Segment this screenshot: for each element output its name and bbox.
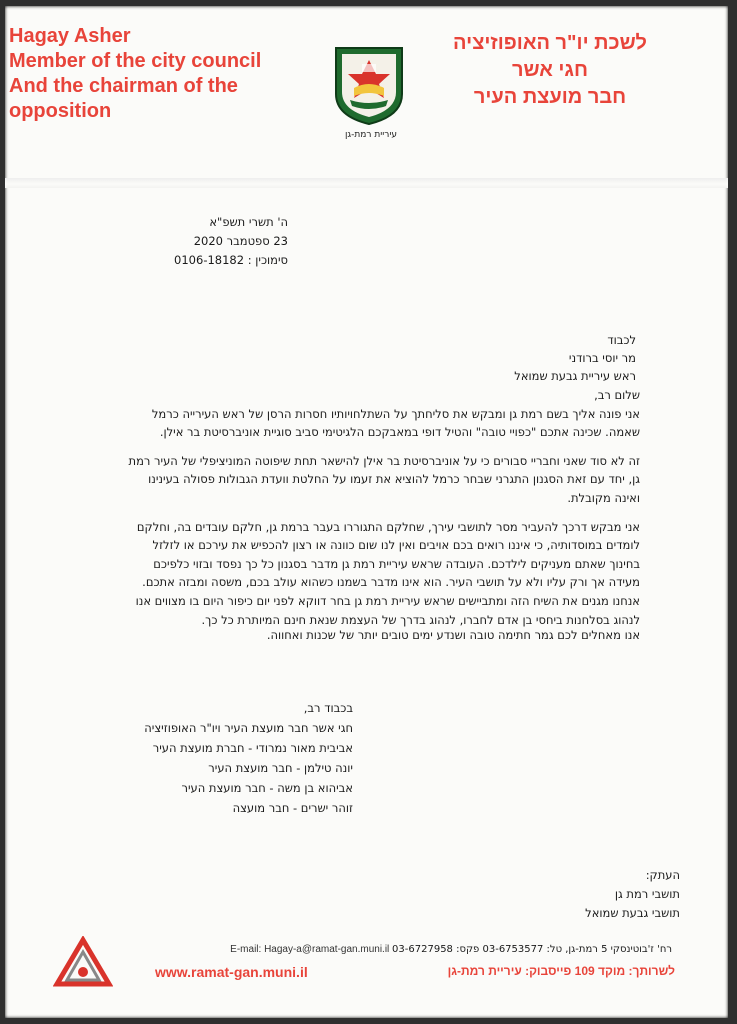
cc-block: [380, 866, 680, 923]
letterhead-line: opposition: [9, 100, 112, 122]
signature-line: אביבית מאור נמרודי - חברת מועצת העיר: [152, 741, 353, 755]
letterhead-line: חגי אשר: [511, 59, 589, 81]
body-paragraph: אני מבקש דרכך להעביר מסר לתושבי עירך, שחלקם התגוררו בעבר ברמת גן, חלקם עובדים בה, וחלקם לומדים במוסדותיה, כי איננו רואים בכם אויבים ואין לנו שום כוונה או רצון להכפיש את עירכם או לזלזל בחינוך שאתם מעניקים לילדכם. העובדה שראש עיריית רמת גן מדבר בסגנון כל כך נפסד ובזוי כלפיכם מעידה אך ורק עליו ולא על תושבי העיר. הוא אינו מדבר בשמנו כשהוא עולב בכם, משסה ומבזה אתכם. אנחנו מגנים את השיח הזה ומתביישים שראש עיריית רמת גן בחר דווקא לפני יום כיפור היום בו מצווים אנו לנהוג בסלחנות ביחסי בן אדם לחברו, לנהוג בדרך של העצמת שנאת חינם המיותרת כל כך.: [135, 519, 640, 627]
footer-website-link[interactable]: www.ramat-gan.muni.il: [155, 964, 308, 980]
body-paragraph: זה לא סוד שאני וחבריי סבורים כי על אוניברסיטת בר אילן להישאר תחת שיפוטה המוניציפלי של העיר רמת גן, יחד עם זאת הסגנון התגרני שבחר כרמל להוציא את זעמו על החלטת וועדת הגבולות פסולה בעינינו ואינה מקובלת.: [128, 453, 640, 505]
letterhead-line: חבר מועצת העיר: [473, 86, 627, 108]
signature-line: בכבוד רב,: [303, 701, 353, 715]
cc-item: תושבי רמת גן: [614, 887, 680, 901]
signature-block: [53, 698, 353, 818]
recipient-title: ראש עיריית גבעת שמואל: [514, 369, 636, 383]
letterhead-line: Hagay Asher: [9, 25, 131, 47]
letterhead-line: לשכת יו"ר האופוזיציה: [453, 32, 647, 54]
cc-item: תושבי גבעת שמואל: [585, 906, 680, 920]
city-logo-icon: [53, 936, 113, 992]
paper-fold: [5, 178, 728, 188]
english-letterhead: [9, 24, 329, 124]
letter-body: [120, 386, 640, 639]
footer-email[interactable]: E-mail: Hagay-a@ramat-gan.muni.il: [230, 944, 390, 955]
ramat-gan-emblem-icon: [332, 44, 406, 126]
footer-service: לשרותך: מוקד 109 פייסבוק: עיריית רמת-גן: [447, 964, 675, 978]
gregorian-date: 23 ספטמבר 2020: [193, 234, 288, 248]
footer-address: רח' ז'בוטינסקי 5 רמת-גן, טל: 03-6753577 פקס: 03-6727958: [392, 944, 672, 955]
letter-meta: [88, 213, 288, 270]
cc-label: העתק:: [645, 868, 680, 882]
letterhead-line: And the chairman of the: [9, 75, 238, 97]
closing-line: אנו מאחלים לכם גמר חתימה טובה ושנדע ימים טובים יותר של שכנות ואחווה.: [266, 628, 640, 642]
emblem-caption: עיריית רמת-גן: [344, 130, 398, 140]
body-paragraph: אני פונה אליך בשם רמת גן ומבקש את סליחתך על השתלחויותיו חסרות הרסן של ראש העירייה כרמל שאמה. שכינה אתכם "כפויי טובה" והטיל דופי במאבקכם הלגיטימי סביב סוגיית אוניברסיטת בר אילן.: [151, 406, 640, 440]
hebrew-letterhead: [420, 30, 680, 111]
signature-line: חגי אשר חבר מועצת העיר ויו"ר האופוזיציה: [144, 721, 353, 735]
hebrew-date: ה' תשרי תשפ"א: [209, 215, 288, 229]
signature-line: אביהוא בן משה - חבר מועצת העיר: [181, 781, 353, 795]
letterhead-line: Member of the city council: [9, 50, 262, 72]
letter-page: [5, 6, 728, 1018]
signature-line: יונה טילמן - חבר מועצת העיר: [208, 761, 353, 775]
signature-line: זוהר ישרים - חבר מועצה: [232, 801, 353, 815]
recipient-honorific: לכבוד: [607, 333, 636, 347]
recipient-name: מר יוסי ברודני: [568, 351, 636, 365]
recipient-block: [336, 331, 636, 385]
letter-footer: [5, 936, 728, 1006]
greeting: שלום רב,: [594, 388, 640, 402]
reference-number: סימוכין : 0106-18182: [174, 253, 288, 267]
footer-contact: [132, 944, 672, 955]
